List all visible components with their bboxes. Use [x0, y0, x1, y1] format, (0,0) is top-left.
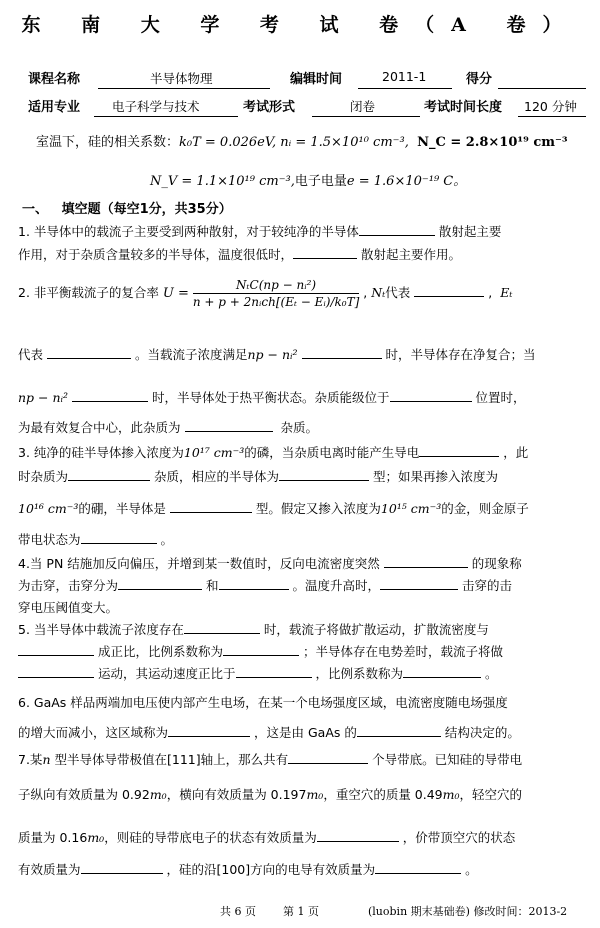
q7-m0-3: m₀: [442, 787, 460, 802]
q5-text-g: 。: [484, 666, 498, 681]
q2-blank-4[interactable]: [72, 388, 148, 402]
q2-expr-1: np − nᵢ²: [247, 347, 298, 362]
q6-line-1: [18, 693, 508, 711]
constants-charge-label: 电子电量: [294, 174, 347, 189]
q7-m0-1: m₀: [149, 787, 167, 802]
q7-text-c: 个导带底。已知硅的导带电: [372, 752, 523, 767]
q3-blank-1[interactable]: [419, 443, 499, 457]
q2-formula-fraction: [193, 278, 359, 309]
q4-text-d: 和: [206, 578, 219, 593]
q7-text-e: ，横向有效质量为 0.197: [166, 787, 307, 802]
q4-blank-1[interactable]: [384, 554, 468, 568]
score-field: [498, 66, 586, 89]
footer-total-pages: 共 6 页: [220, 905, 256, 918]
q7-line-3: [18, 828, 515, 846]
q3-blank-5[interactable]: [81, 530, 157, 544]
edit-time-label: 编辑时间: [290, 72, 343, 87]
q2-text-c: 代表: [385, 285, 411, 300]
q2-line-4: [18, 418, 318, 436]
q1-text-b: 散射起主要: [438, 224, 502, 239]
q6-text-a: 6. GaAs 样品两端加电压使内部产生电场，在某一个电场强度区域，电流密度随电场强度: [18, 695, 508, 710]
q2-text-e: 代表: [18, 347, 44, 362]
q3-conc-3: 10¹⁵ cm⁻³: [380, 501, 442, 516]
duration-label: 考试时间长度: [424, 100, 503, 115]
q3-blank-3[interactable]: [279, 467, 369, 481]
q6-text-b: 的增大而减小，这区域称为: [18, 725, 169, 740]
q5-blank-4[interactable]: [18, 664, 94, 678]
q2-line-2: [18, 345, 536, 363]
q1-blank-1[interactable]: [359, 222, 435, 236]
q7-text-m: 。: [465, 862, 478, 877]
q2-blank-5[interactable]: [390, 388, 472, 402]
q2-text-a: 2. 非平衡载流子的复合率: [18, 285, 159, 300]
q5-line-2: [18, 642, 503, 660]
q5-blank-3[interactable]: [223, 642, 299, 656]
footer-note: (luobin 期末基础卷) 修改时间：2013-2: [368, 905, 568, 918]
q2-text-j: 为最有效复合中心，此杂质为: [18, 420, 181, 435]
q7-text-j: ，价带顶空穴的状态: [402, 830, 516, 845]
q2-text-i: 位置时，: [475, 390, 526, 405]
constants-prefix: 室温下，硅的相关系数：: [36, 135, 180, 150]
constants-line-1: [36, 131, 568, 150]
q5-text-c: 成正比，比例系数称为: [97, 644, 223, 659]
q2-blank-1[interactable]: [414, 283, 484, 297]
q3-text-i: 的金，则金原子: [441, 501, 529, 516]
q5-blank-2[interactable]: [18, 642, 94, 656]
q3-text-a: 3. 纯净的硅半导体掺入浓度为: [18, 445, 184, 460]
q1-blank-2[interactable]: [293, 245, 357, 259]
q4-text-a: 4.当 PN 结施加反向偏压，并增到某一数值时，反向电流密度突然: [18, 556, 380, 571]
q2-et: Eₜ: [500, 285, 513, 300]
q7-line-4: [18, 860, 478, 878]
q7-text-d: 子纵向有效质量为 0.92: [18, 787, 150, 802]
q4-blank-3[interactable]: [219, 576, 289, 590]
q5-text-d: ；半导体存在电势差时，载流子将做: [302, 644, 503, 659]
q5-line-1: [18, 620, 489, 638]
q7-blank-1[interactable]: [288, 750, 368, 764]
q4-text-e: 。温度升高时，: [292, 578, 381, 593]
q3-blank-2[interactable]: [68, 467, 150, 481]
q3-line-3: [18, 499, 529, 517]
q3-conc-2: 10¹⁶ cm⁻³: [18, 501, 79, 516]
q3-text-g: 的硼，半导体是: [78, 501, 166, 516]
q5-text-b: 时，载流子将做扩散运动，扩散流密度与: [263, 622, 489, 637]
q5-text-e: 运动，其运动速度正比于: [97, 666, 236, 681]
q2-line-3: [18, 388, 526, 406]
q3-conc-1: 10¹⁷ cm⁻³: [183, 445, 245, 460]
q2-text-k: 杂质。: [280, 420, 318, 435]
q7-blank-4[interactable]: [375, 860, 461, 874]
q4-text-b: 的现象称: [471, 556, 522, 571]
major-label: 适用专业: [28, 100, 81, 115]
q5-text-f: ，比例系数称为: [315, 666, 403, 681]
q2-line-1: [18, 278, 512, 309]
q4-text-c: 为击穿，击穿分为: [18, 578, 119, 593]
q7-text-h: 质量为 0.16: [18, 830, 88, 845]
q7-m0-4: m₀: [87, 830, 105, 845]
q3-line-1: [18, 443, 528, 461]
course-value: 半导体物理: [150, 71, 213, 86]
q7-line-2: [18, 785, 522, 803]
q3-text-j: 带电状态为: [18, 532, 81, 547]
q2-text-b: ,: [363, 285, 368, 300]
edit-time-value: 2011-1: [382, 69, 427, 84]
q2-nt: Nₜ: [371, 285, 386, 300]
q3-text-f: 型；如果再掺入浓度为: [373, 469, 499, 484]
q6-text-d: 结构决定的。: [444, 725, 520, 740]
duration-value: 120 分钟: [524, 99, 577, 114]
q7-text-k: 有效质量为: [18, 862, 81, 877]
q7-text-l: ，硅的沿[100]方向的电导有效质量为: [166, 862, 376, 877]
q4-blank-2[interactable]: [118, 576, 202, 590]
q5-text-a: 5. 当半导体中载流子浓度存在: [18, 622, 184, 637]
q6-line-2: [18, 723, 520, 741]
q7-text-i: ，则硅的导带底电子的状态有效质量为: [104, 830, 317, 845]
q1-text-a: 1. 半导体中的载流子主要受到两种散射，对于较纯净的半导体: [18, 224, 359, 239]
q7-blank-3[interactable]: [81, 860, 163, 874]
q7-n: n: [42, 752, 51, 767]
q7-text-f: ，重空穴的质量 0.49: [323, 787, 443, 802]
q2-text-d: ,: [488, 285, 493, 300]
q2-formula-lhs: U =: [162, 286, 189, 301]
constants-line-2: [150, 170, 466, 189]
q1-line-2: [18, 245, 461, 263]
q4-text-g: 穿电压阈值变大。: [18, 600, 119, 615]
q5-blank-5[interactable]: [236, 664, 312, 678]
q3-text-h: 型。假定又掺入浓度为: [255, 501, 381, 516]
q1-line-1: [18, 222, 501, 240]
q3-text-k: 。: [160, 532, 174, 547]
q2-text-g: 时，半导体存在净复合；当: [385, 347, 536, 362]
exam-title: 东 南 大 学 考 试 卷（A 卷）: [21, 14, 579, 36]
q7-text-a: 7.某: [18, 752, 43, 767]
q6-blank-2[interactable]: [357, 723, 441, 737]
section-1-title: 一、 填空题（每空1分，共35分）: [22, 202, 232, 217]
q4-line-1: [18, 554, 522, 572]
q3-line-2: [18, 467, 498, 485]
q5-blank-1[interactable]: [184, 620, 260, 634]
q7-m0-2: m₀: [306, 787, 324, 802]
q7-text-b: 型半导体导带极值在[111]轴上，那么共有: [54, 752, 289, 767]
q2-formula-numerator: NₜC(np − nᵢ²): [193, 278, 359, 294]
q3-line-4: [18, 530, 173, 548]
q4-line-2: [18, 576, 512, 594]
q5-blank-6[interactable]: [403, 664, 481, 678]
q2-blank-3[interactable]: [302, 345, 382, 359]
constants-kt-ni: k₀T = 0.026eV, nᵢ = 1.5×10¹⁰ cm⁻³,: [179, 135, 409, 150]
major-value: 电子科学与技术: [112, 99, 200, 114]
q6-blank-1[interactable]: [168, 723, 250, 737]
q7-text-g: ，轻空穴的: [459, 787, 523, 802]
q2-text-h: 时，半导体处于热平衡状态。杂质能级位于: [152, 390, 390, 405]
footer-page-number: 第 1 页: [283, 905, 319, 918]
q2-blank-2[interactable]: [47, 345, 131, 359]
q2-formula-denominator: n + p + 2nᵢch[(Eₜ − Eᵢ)/k₀T]: [192, 295, 360, 309]
q1-text-d: 散射起主要作用。: [361, 247, 462, 262]
score-label: 得分: [466, 72, 493, 87]
exam-form-label: 考试形式: [243, 100, 296, 115]
q6-text-c: ，这是由 GaAs 的: [254, 725, 357, 740]
constants-nc: N_C = 2.8×10¹⁹ cm⁻³: [417, 135, 568, 150]
q7-blank-2[interactable]: [317, 828, 399, 842]
exam-form-value: 闭卷: [350, 99, 376, 114]
q7-line-1: [18, 750, 522, 768]
constants-nv: N_V = 1.1×10¹⁹ cm⁻³,: [150, 174, 295, 189]
q4-blank-4[interactable]: [380, 576, 458, 590]
q5-line-3: [18, 664, 498, 682]
course-label: 课程名称: [28, 72, 81, 87]
q4-text-f: 击穿的击: [462, 578, 513, 593]
q2-expr-2: np − nᵢ²: [18, 390, 69, 405]
q3-text-b: 的磷，当杂质电离时能产生导电: [244, 445, 420, 460]
q2-blank-6[interactable]: [185, 418, 273, 432]
q3-text-d: 时杂质为: [18, 469, 69, 484]
q1-text-c: 作用，对于杂质含量较多的半导体，温度很低时，: [18, 247, 294, 262]
constants-e: e = 1.6×10⁻¹⁹ C。: [346, 174, 467, 189]
q4-line-3: [18, 598, 118, 616]
q3-text-c: ，此: [503, 445, 529, 460]
q3-blank-4[interactable]: [170, 499, 252, 513]
q2-text-f: 。当载流子浓度满足: [134, 347, 248, 362]
q3-text-e: 杂质，相应的半导体为: [154, 469, 280, 484]
